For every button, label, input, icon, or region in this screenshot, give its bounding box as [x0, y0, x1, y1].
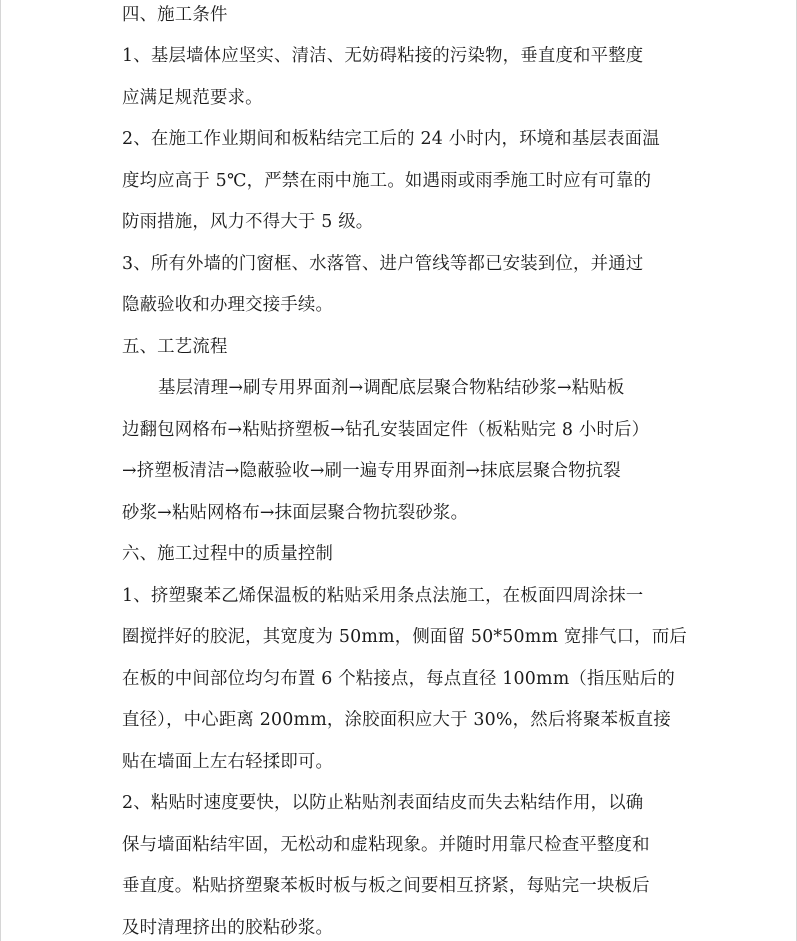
page-left-border [0, 0, 1, 941]
paragraph-line: 在板的中间部位均匀布置 6 个粘接点，每点直径 100mm（指压贴后的 [122, 669, 675, 689]
heading-process-flow: 五、工艺流程 [122, 337, 228, 357]
paragraph-line: 砂浆→粘贴网格布→抹面层聚合物抗裂砂浆。 [122, 503, 469, 523]
paragraph-line: 圈搅拌好的胶泥，其宽度为 50mm，侧面留 50*50mm 宽排气口，而后 [122, 627, 688, 647]
paragraph-line: 2、在施工作业期间和板粘结完工后的 24 小时内，环境和基层表面温 [122, 129, 660, 149]
heading-quality-control: 六、施工过程中的质量控制 [122, 544, 334, 564]
paragraph-line: 防雨措施，风力不得大于 5 级。 [122, 212, 374, 232]
paragraph-line: 保与墙面粘结牢固，无松动和虚粘现象。并随时用靠尺检查平整度和 [122, 835, 650, 855]
paragraph-line: 1、挤塑聚苯乙烯保温板的粘贴采用条点法施工，在板面四周涂抹一 [122, 586, 644, 606]
paragraph-line: 应满足规范要求。 [122, 88, 263, 108]
paragraph-line: 边翻包网格布→粘贴挤塑板→钻孔安装固定件（板粘贴完 8 小时后） [122, 420, 650, 440]
paragraph-line: 度均应高于 5℃，严禁在雨中施工。如遇雨或雨季施工时应有可靠的 [122, 171, 652, 191]
paragraph-line: 隐蔽验收和办理交接手续。 [122, 295, 334, 315]
paragraph-line: 2、粘贴时速度要快，以防止粘贴剂表面结皮而失去粘结作用，以确 [122, 793, 644, 813]
paragraph-line: 1、基层墙体应坚实、清洁、无妨碍粘接的污染物，垂直度和平整度 [122, 46, 644, 66]
paragraph-line: 基层清理→刷专用界面剂→调配底层聚合物粘结砂浆→粘贴板 [158, 378, 625, 398]
paragraph-line: 直径），中心距离 200mm，涂胶面积应大于 30%，然后将聚苯板直接 [122, 710, 671, 730]
paragraph-line: 3、所有外墙的门窗框、水落管、进户管线等都已安装到位，并通过 [122, 254, 644, 274]
paragraph-line: 贴在墙面上左右轻揉即可。 [122, 752, 334, 772]
heading-construction-conditions: 四、施工条件 [122, 5, 228, 25]
paragraph-line: 垂直度。粘贴挤塑聚苯板时板与板之间要相互挤紧，每贴完一块板后 [122, 876, 650, 896]
paragraph-line: 及时清理挤出的胶粘砂浆。 [122, 918, 334, 938]
paragraph-line: →挤塑板清洁→隐蔽验收→刷一遍专用界面剂→抹底层聚合物抗裂 [122, 461, 621, 481]
